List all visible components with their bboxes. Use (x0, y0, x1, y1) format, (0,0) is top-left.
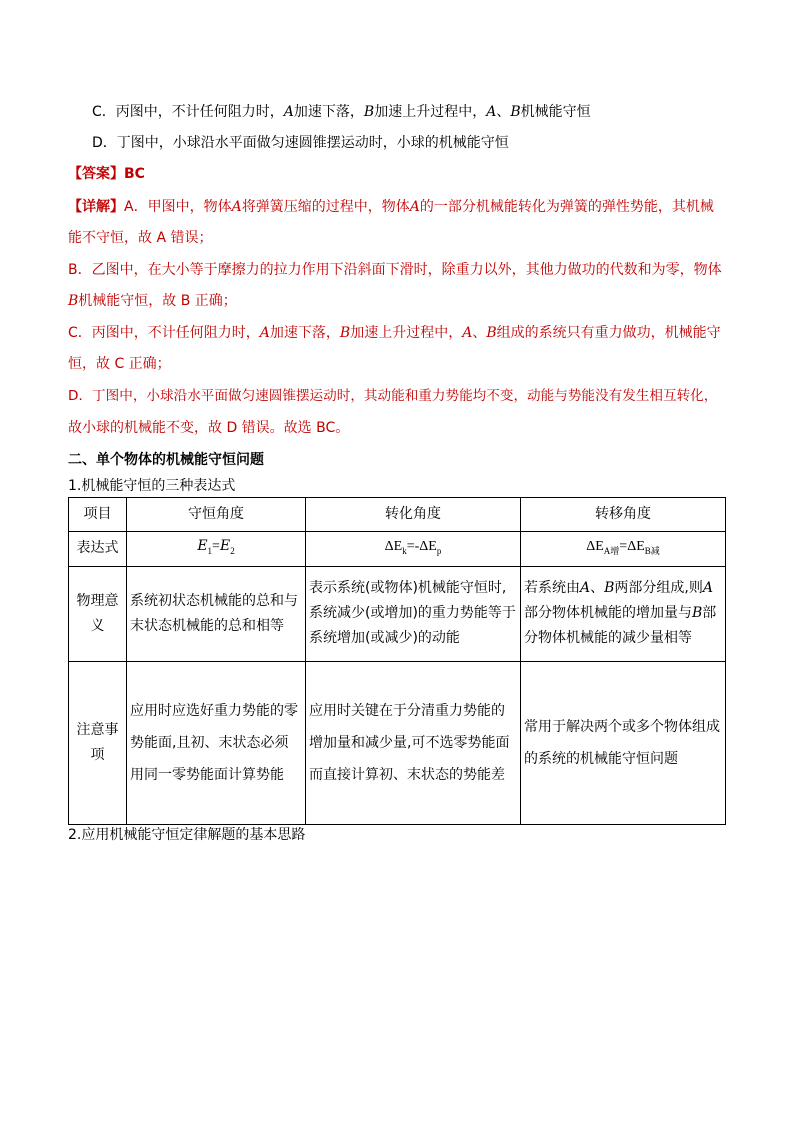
math-sub: 1 (207, 545, 213, 556)
math-sub: 2 (230, 545, 235, 556)
note-conservation: 应用时应选好重力势能的零势能面,且初、末状态必须用同一零势能面计算势能 (127, 661, 306, 824)
explanation-text: 恒，故 C 正确； (68, 356, 171, 372)
separator: 、 (496, 104, 511, 120)
var-a: A (409, 199, 420, 215)
row-label: 注意事项 (69, 661, 127, 824)
header-cell: 项目 (69, 498, 127, 532)
option-c-text: 加速上升过程中， (374, 104, 487, 120)
explanation-text: 加速上升过程中， (350, 325, 463, 341)
expr-conversion (306, 532, 521, 567)
var-b: B (486, 325, 497, 341)
var-a: A (580, 580, 591, 597)
var-b: B (363, 104, 375, 120)
var-b: B (692, 605, 703, 622)
var-a: A (462, 325, 473, 341)
cell-text: 、 (590, 580, 605, 597)
math-e: E (219, 538, 231, 554)
var-a: A (259, 325, 270, 341)
cell-text: 若系统由 (524, 580, 580, 597)
expr-conservation (127, 532, 306, 567)
explanation-text: 能不守恒，故 A 错误； (68, 230, 213, 246)
option-c-text: 丙图中，不计任何阻力时， (115, 104, 284, 120)
row-label: 物理意义 (69, 566, 127, 661)
var-b: B (339, 325, 351, 341)
table-row-meaning (69, 566, 726, 661)
explanation-text: B．乙图中，在大小等于摩擦力的拉力作用下沿斜面下滑时，除重力以外，其他力做功的代数和为零，物体 (68, 262, 722, 278)
section-heading: 二、单个物体的机械能守恒问题 (68, 452, 264, 468)
answer-line (68, 164, 145, 184)
table-row-expression (69, 532, 726, 567)
math-sub: A增 (603, 545, 620, 556)
option-c (92, 102, 591, 122)
explanation-text: 的一部分机械能转化为弹簧的弹性势能，其机械 (419, 199, 714, 215)
explanation-label: 【详解】 (68, 199, 124, 215)
meaning-transfer (521, 566, 726, 661)
explanation-c-line1 (68, 323, 721, 343)
option-d-text: 丁图中，小球沿水平面做匀速圆锥摆运动时，小球的机械能守恒 (116, 135, 509, 151)
explanation-b-line1 (68, 260, 722, 280)
option-c-text: 机械能守恒 (520, 104, 591, 120)
explanation-text: 故小球的机械能不变，故 D 错误。故选 BC。 (68, 420, 350, 436)
option-d (92, 133, 509, 153)
expr-transfer (521, 532, 726, 567)
explanation-a-line2 (68, 228, 212, 248)
cell-text: 部分物体机械能的增加量与 (524, 605, 692, 622)
option-c-label: C． (92, 104, 116, 120)
explanation-text: C．丙图中，不计任何阻力时， (68, 325, 260, 341)
math-sub: B减 (644, 545, 660, 556)
subsection-2: 2.应用机械能守恒定律解题的基本思路 (68, 827, 306, 843)
answer-value: BC (124, 166, 145, 182)
var-a: A (702, 580, 713, 597)
var-a: A (231, 199, 242, 215)
math-eq: = (212, 539, 220, 554)
explanation-a-line1 (68, 197, 714, 217)
explanation-text: 将弹簧压缩的过程中，物体 (241, 199, 410, 215)
math-delta-e: ΔE (586, 539, 604, 554)
var-b: B (68, 293, 79, 309)
meaning-conservation: 系统初状态机械能的总和与末状态机械能的总和相等 (127, 566, 306, 661)
math-eq: =-ΔE (406, 539, 437, 554)
explanation-text: A．甲图中，物体 (124, 199, 232, 215)
explanation-d-line2 (68, 418, 349, 438)
table-header-row (69, 498, 726, 532)
subsection-1: 1.机械能守恒的三种表达式 (68, 478, 236, 494)
var-b: B (604, 580, 615, 597)
header-cell: 守恒角度 (127, 498, 306, 532)
cell-text: 两部分组成,则 (614, 580, 703, 597)
math-sub: k (402, 545, 407, 556)
math-eq: =ΔE (619, 539, 645, 554)
var-b: B (510, 104, 521, 120)
math-e: E (197, 538, 208, 554)
cell-text: 部分物体机械能的减少量相等 (524, 605, 717, 647)
separator: 、 (472, 325, 487, 341)
math-delta-e: ΔE (384, 539, 403, 554)
header-cell: 转化角度 (306, 498, 521, 532)
explanation-text: 机械能守恒，故 B 正确； (78, 293, 237, 309)
var-a: A (486, 104, 497, 120)
expressions-table (68, 497, 726, 825)
explanation-text: D．丁图中，小球沿水平面做匀速圆锥摆运动时，其动能和重力势能均不变，动能与势能没有发生相互转化， (68, 388, 718, 404)
note-transfer: 常用于解决两个或多个物体组成的系统的机械能守恒问题 (521, 661, 726, 824)
header-cell: 转移角度 (521, 498, 726, 532)
meaning-conversion: 表示系统(或物体)机械能守恒时,系统减少(或增加)的重力势能等于系统增加(或减少)的动能 (306, 566, 521, 661)
math-sub: p (436, 545, 442, 556)
explanation-d-line1 (68, 386, 717, 406)
explanation-b-line2 (68, 291, 237, 311)
row-label: 表达式 (69, 532, 127, 567)
var-a: A (283, 104, 294, 120)
explanation-text: 组成的系统只有重力做功，机械能守 (496, 325, 721, 341)
explanation-text: 加速下落， (269, 325, 340, 341)
table-row-notes (69, 661, 726, 824)
note-conversion: 应用时关键在于分清重力势能的增加量和减少量,可不选零势能面而直接计算初、末状态的势能差 (306, 661, 521, 824)
explanation-c-line2 (68, 354, 171, 374)
answer-label: 【答案】 (68, 166, 124, 182)
option-d-label: D． (92, 135, 117, 151)
option-c-text: 加速下落， (293, 104, 364, 120)
